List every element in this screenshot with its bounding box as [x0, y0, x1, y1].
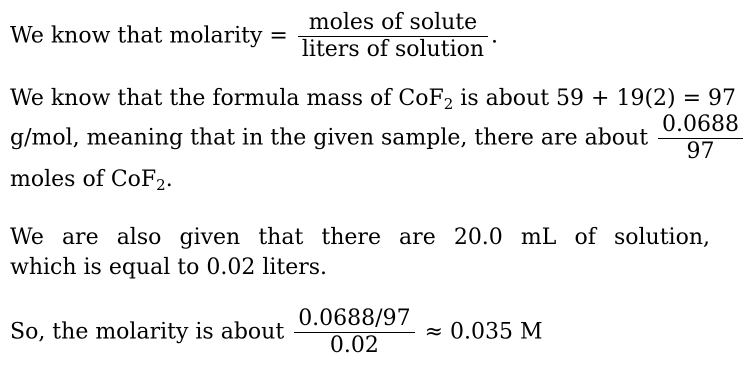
molarity-definition	[10, 10, 498, 63]
moles-sample-line	[10, 112, 746, 165]
fraction-denominator: 0.02	[329, 333, 379, 358]
fraction-numerator: 0.0688	[658, 112, 743, 139]
formula-mass-text-b: is about 59 + 19(2) = 97	[453, 86, 737, 111]
volume-line-2: which is equal to 0.02 liters.	[10, 255, 328, 280]
formula-subscript: 2	[156, 176, 166, 194]
moles-cof2-text-a: moles of CoF	[10, 167, 157, 192]
fraction-numerator: 0.0688/97	[294, 306, 414, 333]
fraction-denominator: 97	[686, 139, 715, 164]
moles-fraction	[658, 112, 743, 165]
volume-line-1: We are also given that there are 20.0 mL of solution,	[10, 225, 710, 250]
moles-cof2-line	[10, 166, 173, 194]
molarity-fraction	[298, 10, 488, 63]
molarity-suffix: .	[491, 23, 499, 49]
result-suffix: ≈ 0.035 M	[424, 319, 543, 345]
fraction-denominator: liters of solution	[301, 37, 485, 62]
result-prefix: So, the molarity is about	[10, 319, 285, 345]
formula-mass-line	[10, 85, 736, 113]
moles-sample-text: g/mol, meaning that in the given sample, there are about	[10, 125, 649, 151]
formula-mass-text-a: We know that the formula mass of CoF	[10, 86, 444, 111]
result-fraction	[294, 306, 414, 359]
molarity-result-line	[10, 306, 543, 359]
fraction-numerator: moles of solute	[298, 10, 488, 37]
moles-cof2-text-b: .	[165, 167, 173, 192]
molarity-prefix: We know that molarity =	[10, 23, 288, 49]
formula-subscript: 2	[443, 95, 454, 113]
